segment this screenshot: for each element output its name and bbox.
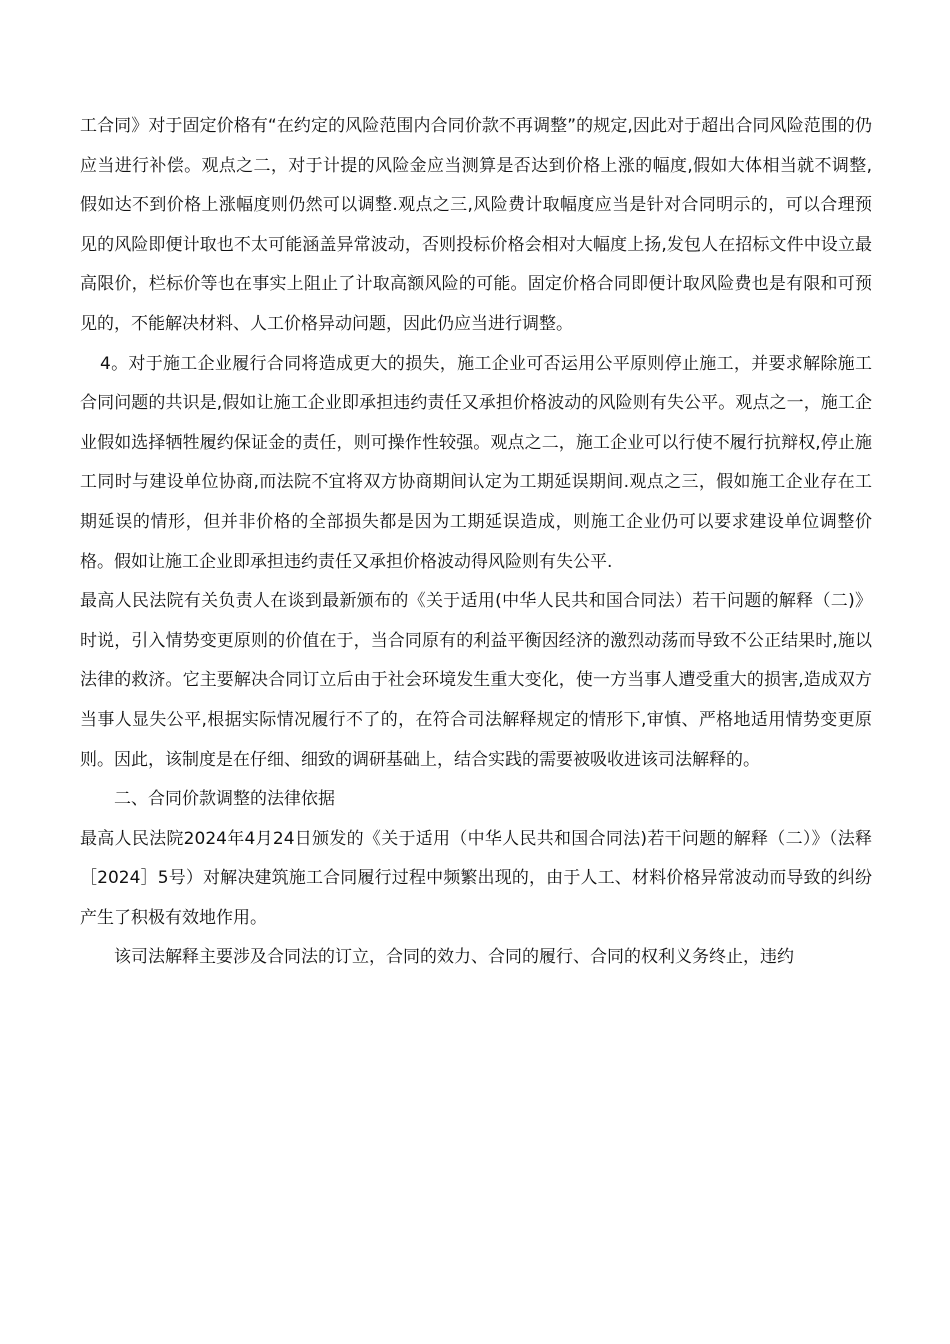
paragraph-fixed-price-risk: 工合同》对于固定价格有“在约定的风险范围内合同价款不再调整”的规定,因此对于超出合同风险范围的仍应当进行补偿。观点之二，对于计提的风险金应当测算是否达到价格上涨的幅度,假如大体相当就不调整,假如达不到价格上涨幅度则仍然可以调整.观点之三,风险费计取幅度应当是针对合同明示的，可以合理预见的风险即便计取也不太可能涵盖异常波动，否则投标价格会相对大幅度上扬,发包人在招标文件中设立最高限价，栏标价等也在事实上阻止了计取高额风险的可能。固定价格合同即便计取风险费也是有限和可预见的，不能解决材料、人工价格异动问题，因此仍应当进行调整。 (80, 116, 872, 334)
paragraph-point-4: 4。对于施工企业履行合同将造成更大的损失，施工企业可否运用公平原则停止施工，并要求解除施工合同问题的共识是,假如让施工企业即承担违约责任又承担价格波动的风险则有失公平。观点之一，施工企业假如选择牺牲履约保证金的责任，则可操作性较强。观点之二，施工企业可以行使不履行抗辩权,停止施工同时与建设单位协商,而法院不宜将双方协商期间认定为工期延误期间.观点之三，假如施工企业存在工期延误的情形，但并非价格的全部损失都是因为工期延误造成，则施工企业仍可以要求建设单位调整价格。假如让施工企业即承担违约责任又承担价格波动得风险则有失公平. (80, 353, 872, 572)
section-heading-legal-basis: 二、合同价款调整的法律依据 (114, 789, 335, 810)
paragraph-interpretation-scope: 该司法解释主要涉及合同法的订立，合同的效力、合同的履行、合同的权利义务终止，违约 (114, 947, 794, 968)
paragraph-judicial-interpretation: 最高人民法院2024年4月24日颁发的《关于适用（中华人民共和国合同法)若干问题的解释（二）》（法释［2024］5号）对解决建筑施工合同履行过程中频繁出现的，由于人工、材料价格异常波动而导致的纠纷产生了积极有效地作用。 (80, 828, 872, 928)
paragraph-supreme-court-official: 最高人民法院有关负责人在谈到最新颁布的《关于适用(中华人民共和国合同法）若干问题的解释（二)》时说，引入情势变更原则的价值在于，当合同原有的利益平衡因经济的激烈动荡而导致不公正结果时,施以法律的救济。它主要解决合同订立后由于社会环境发生重大变化，使一方当事人遭受重大的损害,造成双方当事人显失公平,根据实际情况履行不了的，在符合司法解释规定的情形下,审慎、严格地适用情势变更原则。因此，该制度是在仔细、细致的调研基础上，结合实践的需要被吸收进该司法解释的。 (80, 591, 872, 770)
document-body (80, 107, 872, 978)
